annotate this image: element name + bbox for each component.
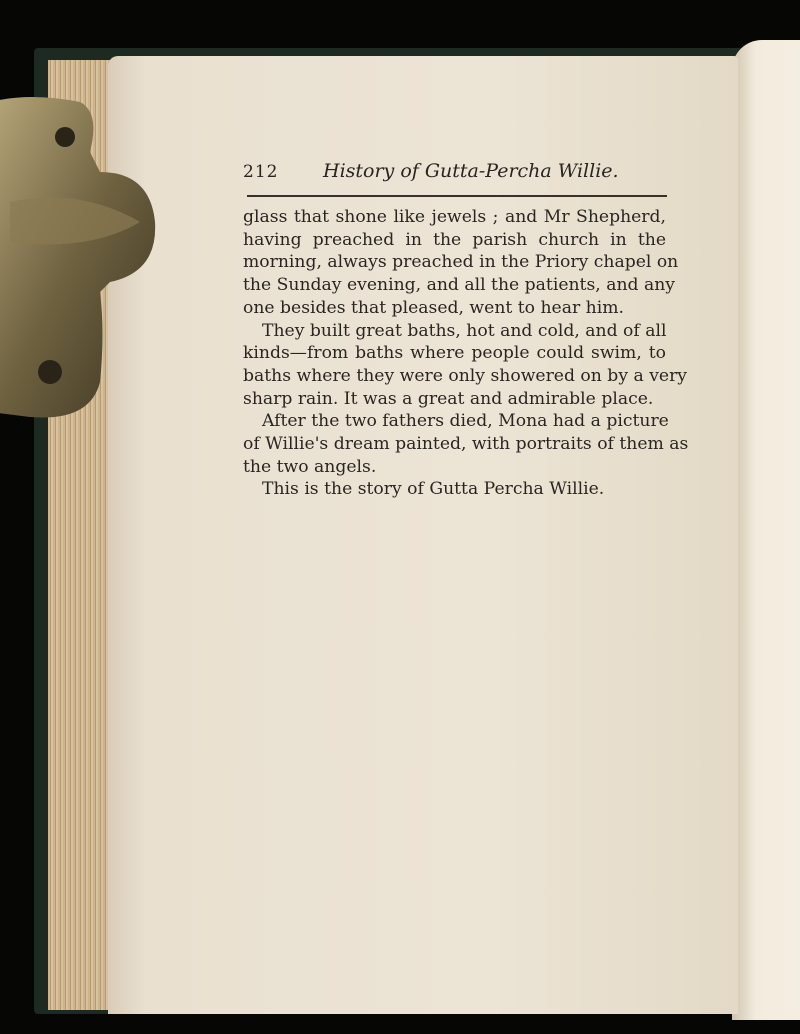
text-line: They built great baths, hot and cold, and of all: [262, 320, 667, 341]
facing-page: [732, 40, 800, 1020]
text-line: having preached in the parish church in the: [243, 229, 666, 250]
book-page: [108, 56, 738, 1014]
brass-page-clip-icon: [0, 92, 160, 422]
text-line: baths where they were only showered on by a very: [243, 365, 688, 386]
page-header: [243, 160, 668, 190]
text-line: glass that shone like jewels ; and Mr Shepherd,: [243, 207, 666, 227]
text-line: After the two fathers died, Mona had a picture: [262, 411, 669, 432]
header-rule: [247, 195, 667, 197]
text-line: the two angels.: [243, 456, 377, 477]
page-number: 212: [243, 162, 279, 182]
text-line: the Sunday evening, and all the patients, and any: [243, 275, 676, 296]
text-line: This is the story of Gutta Percha Willie.: [262, 479, 605, 500]
text-line: one besides that pleased, went to hear him.: [243, 297, 624, 318]
running-title: History of Gutta-Percha Willie.: [323, 160, 619, 182]
body-text: [243, 206, 689, 501]
text-line: of Willie's dream painted, with portraits of them as: [243, 434, 689, 455]
text-line: kinds—from baths where people could swim, to: [243, 343, 666, 364]
text-line: sharp rain. It was a great and admirable place.: [243, 388, 654, 409]
text-line: morning, always preached in the Priory chapel on: [243, 252, 679, 273]
